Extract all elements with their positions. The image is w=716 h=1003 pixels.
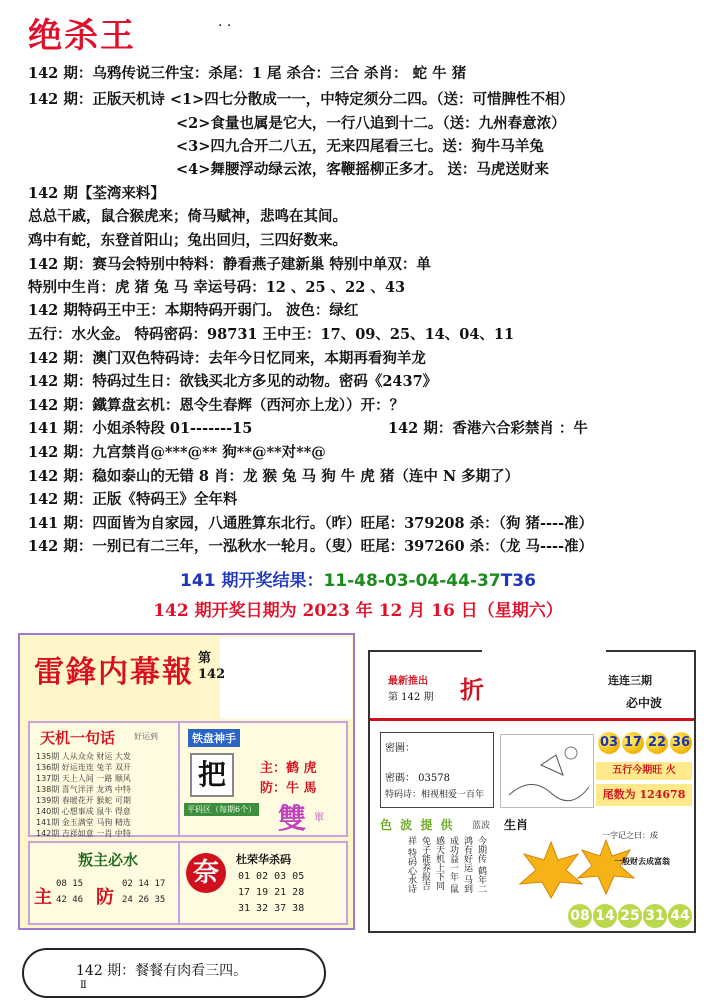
poster-left-title: 雷鋒内幕報 [34, 655, 194, 690]
box1-row: 139期 春暖花开 猴蛇 可期 [36, 796, 131, 805]
tema-poem: 特码诗：相视相爱一百年 [385, 790, 485, 800]
text-line: 141 期：四面皆为自家园，八通胜算东北行。（昨）旺尾：379208 杀：（狗 猪----准） [28, 515, 594, 532]
poem-col: 鼠感天机上下同 [434, 836, 458, 893]
poster-right-big-char: 折 [460, 675, 484, 704]
poem-columns [378, 836, 488, 898]
poem-col: 马到成功益一年 [448, 836, 472, 893]
draw-date: 142 期开奖日期为 2023 年 12 月 16 日（星期六） [153, 601, 563, 621]
poster-whiteout [220, 637, 352, 719]
text-line: <3>四九合开二八五，无来四尾看三七。送：狗牛马羊兔 [176, 138, 544, 155]
bottom-number-ball: 44 [668, 904, 692, 928]
text-line: 142 期：特码过生日：欲钱买北方多见的动物。密码《2437》 [28, 373, 438, 390]
top-number-ball: 36 [670, 732, 692, 754]
box3-nums3: 02 14 17 [122, 879, 166, 889]
box1-row: 142期 吉祥如意 一肖 中特 [36, 829, 131, 838]
text-line: 142 期特码王中王：本期特码开弱门。 波色：绿红 [28, 302, 359, 319]
text-line: 五行：水火金。 特码密码：98731 王中王：17、09、25、14、04、11 [28, 326, 515, 343]
box4-row1: 01 02 03 05 [238, 871, 305, 882]
text-line: 142 期：九宫禁肖@***@** 狗**@**对**@ [28, 444, 326, 461]
box1-row: 135期 人从众众 财运 大发 [36, 752, 131, 761]
bottom-number-ball: 25 [618, 904, 642, 928]
zodiac-label: 生肖 [504, 818, 529, 832]
result-numbers: 11-48-03-04-44-37 [323, 571, 501, 591]
kill-code-box [178, 841, 348, 925]
poster-right-issue: 第 142 期 [388, 692, 434, 703]
page-title: 绝杀王 [28, 16, 136, 56]
box1-sub: 好运到 [134, 732, 158, 741]
sketch-image [500, 734, 594, 808]
poster-right-side1: 连连三期 [608, 674, 652, 687]
bottom-number-ball: 14 [593, 904, 617, 928]
wuxing-label: 五行今期旺 火 [596, 762, 692, 780]
text-line: 142 期：正版《特码王》全年料 [28, 491, 238, 508]
box4-row2: 17 19 21 28 [238, 887, 305, 898]
box3-guard: 防 [96, 887, 114, 908]
cloud-sub: Ⅱ [80, 980, 87, 991]
poster-right-top-label: 最新推出 [388, 676, 428, 687]
box3-heading: 叛主必水 [78, 851, 139, 869]
title-dots: · · [218, 18, 232, 34]
box1-heading: 天机一句话 [40, 729, 116, 747]
box3-nums4: 24 26 35 [122, 895, 166, 905]
tail-number-label: 尾数为 124678 [596, 784, 692, 806]
poster-right-whiteout [482, 646, 606, 704]
text-line: 142 期：鐵算盘玄机：恩令生春辉（西河亦上龙））开：？ [28, 397, 405, 414]
result-special: T36 [500, 571, 536, 591]
cloud-text: 142 期：餐餐有肉看三四。 [76, 963, 248, 979]
box3-nums1: 08 15 [56, 879, 84, 889]
box3-nums2: 42 46 [56, 895, 84, 905]
box2-main: 主：鹤 虎 [260, 761, 317, 776]
text-line: 鸡中有蛇，东登首阳山；兔出回归，三四好数来。 [28, 232, 347, 249]
box1-row: 138期 喜气洋洋 龙鸡 中特 [36, 785, 131, 794]
text-line: 142 期：赛马会特别中特料：静看燕子建新巢 特别中单双：单 [28, 256, 431, 273]
heaven-one-line-box [28, 721, 188, 837]
result-label: 141 期开奖结果： [180, 571, 324, 591]
text-line: 特别中生肖：虎 猪 兔 马 幸运号码：12 、25 、22 、43 [28, 279, 406, 296]
top-number-ball: 22 [646, 732, 668, 754]
bottom-number-ball: 08 [568, 904, 592, 928]
right-label: 一字记之曰：成 [602, 831, 658, 840]
text-line: 141 期：小姐杀特段 01-------15 [28, 420, 253, 437]
text-line: 142 期：乌鸦传说三件宝：杀尾：1 尾 杀合：三合 杀肖： 蛇 牛 猪 [28, 65, 467, 82]
mima-label: 密圖： [385, 743, 415, 754]
text-line: 142 期：澳门双色特码诗：去年今日忆同来，本期再看狗羊龙 [28, 350, 426, 367]
color-wave-sub: 蓝波 [472, 821, 491, 831]
box2-char: 把 [190, 753, 234, 797]
box2-small: 單 [314, 813, 324, 824]
poem-col: 鹤年二鸿有好运 [462, 836, 486, 893]
text-line: <2>食量也属是它大，一行八追到十二。（送：九州春意浓） [176, 115, 566, 132]
box1-row: 137期 天上人间 一路 顺风 [36, 774, 131, 783]
box4-row3: 31 32 37 38 [238, 903, 305, 914]
poster-right [368, 650, 696, 933]
lottery-result [0, 566, 716, 591]
poster-left-issue-number: 142 [198, 667, 226, 682]
bottom-number-ball: 31 [643, 904, 667, 928]
secret-code-box [380, 732, 494, 808]
side-note: 142 期：香港六合彩禁肖 ：牛 [388, 420, 588, 437]
box1-row: 141期 金玉满堂 马狗 精选 [36, 818, 131, 827]
box1-row: 136期 好运连连 兔羊 双开 [36, 763, 131, 772]
footer-cloud [22, 948, 326, 998]
box2-heading: 铁盘神手 [188, 729, 240, 747]
poster-left [18, 633, 355, 930]
box3-main: 主 [34, 887, 52, 908]
text-line: 142 期：正版天机诗 <1>四七分散成一一，中特定须分二四。（送：可惜脾性不相） [28, 91, 574, 108]
box2-big: 雙 [278, 802, 307, 835]
color-wave-heading: 色 波 提 供 [380, 818, 455, 832]
sketch-drawing [501, 735, 593, 807]
top-number-ball: 03 [598, 732, 620, 754]
text-line: 142 期：一别已有二三年，一泓秋水一轮月。（叟）旺尾：397260 杀：（龙 马----准） [28, 538, 594, 555]
right-label2: 一般财去成富翁 [614, 856, 670, 866]
poster-right-side2: 必中波 [626, 696, 663, 710]
poem-col: 特码心水诗 [406, 847, 416, 893]
text-line: 142 期【荃湾来料】 [28, 185, 165, 202]
poem-col: 今期传 [476, 836, 486, 863]
iron-plate-box [178, 721, 348, 837]
text-line: 总总干戚，鼠合猴虎来；倚马赋神，悲鸣在其间。 [28, 208, 347, 225]
mima-code: 密碼： 03578 [385, 773, 450, 784]
box1-row: 140期 心想事成 鼠牛 得意 [36, 807, 131, 816]
top-number-ball: 17 [622, 732, 644, 754]
traitor-box [28, 841, 188, 925]
poster-left-issue-label: 第 [198, 651, 212, 666]
box4-char: 奈 [186, 853, 226, 893]
poster-right-divider [370, 718, 694, 721]
sun-icon [576, 838, 636, 898]
box4-heading: 杜荣华杀码 [236, 853, 291, 866]
box2-green: 平码区（每期6个） [184, 803, 259, 816]
text-line: 142 期：稳如泰山的无错 8 肖：龙 猴 兔 马 狗 牛 虎 猪（连中 N 多期了） [28, 468, 520, 485]
box2-guard: 防：牛 馬 [260, 781, 317, 796]
poem-col: 免子能养报吉祥 [406, 836, 430, 890]
text-line: <4>舞腰浮动绿云浓，客鞭摇柳正多才。 送：马虎送财来 [176, 161, 549, 178]
